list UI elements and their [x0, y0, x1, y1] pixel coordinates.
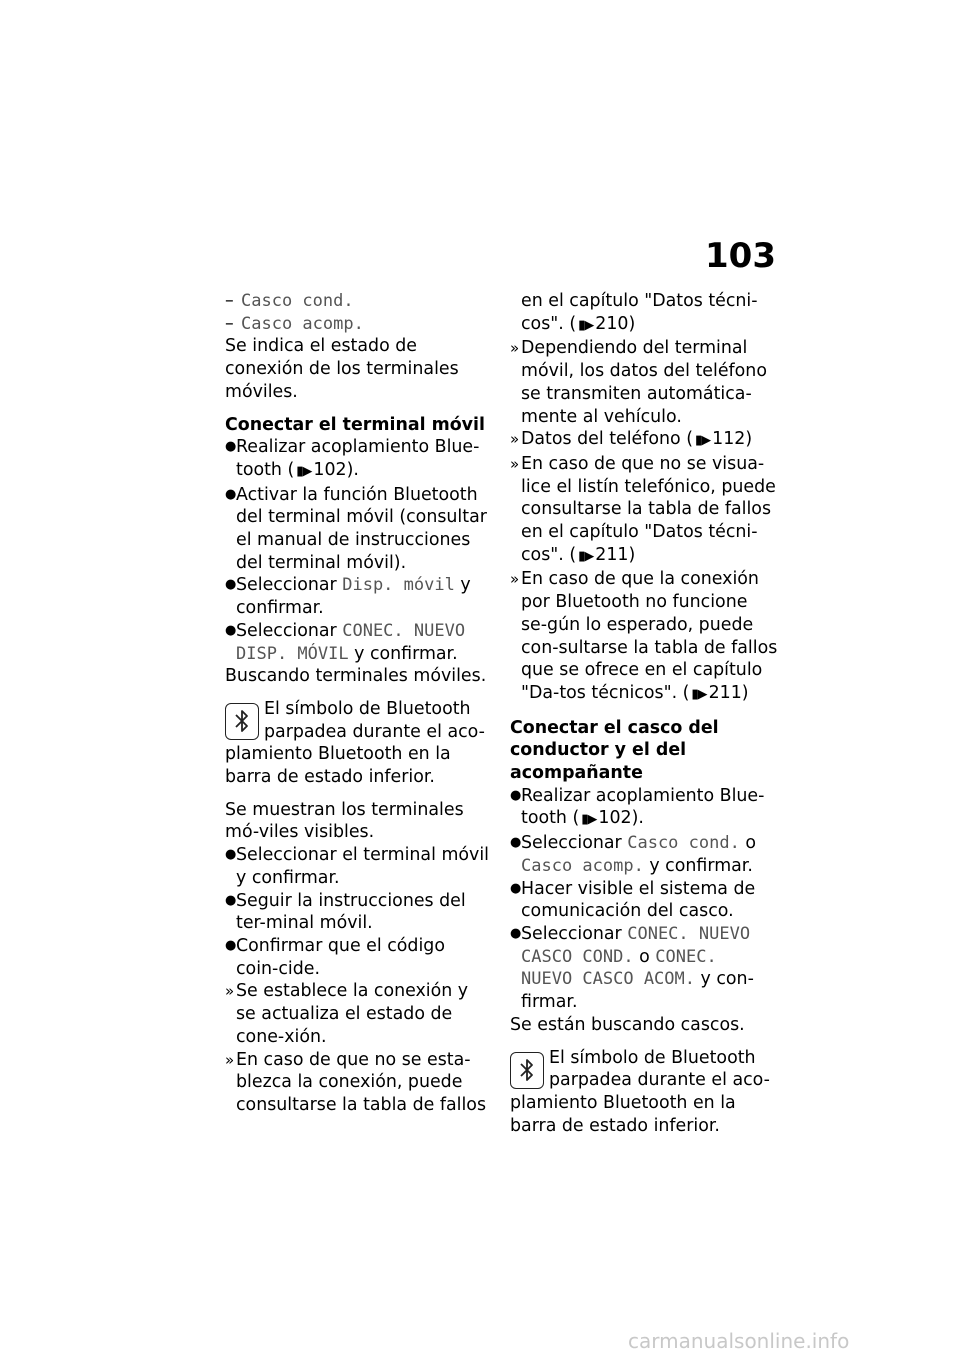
- item-text: Hacer visible el sistema de comunicación del casco.: [521, 878, 756, 922]
- page-reference-arrow-icon: ▮▶: [581, 812, 597, 828]
- item-text: y confirmar.: [348, 643, 458, 664]
- item-text: Seguir la instrucciones del ter-minal móvil.: [236, 890, 466, 934]
- bullet-marker: ●: [225, 847, 237, 863]
- item-text: Dependiendo del terminal móvil, los datos del teléfono se transmiten automática-mente al vehículo.: [521, 338, 767, 427]
- page-reference[interactable]: 211: [708, 682, 742, 703]
- item-text: Realizar acoplamiento Blue-tooth (: [521, 785, 765, 829]
- bullet-marker: ●: [225, 439, 237, 455]
- page-reference-arrow-icon: ▮▶: [578, 548, 594, 564]
- list-item: [510, 785, 778, 832]
- page-reference[interactable]: 210: [595, 313, 629, 334]
- result-marker: »: [510, 454, 520, 473]
- list-item: [510, 923, 778, 1014]
- result-item: [510, 428, 778, 453]
- page-reference[interactable]: 102: [598, 808, 632, 829]
- item-text: y con-firmar.: [521, 969, 754, 1013]
- item-text: Realizar acoplamiento Blue-tooth (: [236, 437, 480, 480]
- item-text: Confirmar que el código coin-cide.: [236, 935, 445, 979]
- menu-option-code: CONEC. NUEVO DISP. MÓVIL: [236, 620, 466, 664]
- left-column: [225, 290, 491, 1117]
- list-item: [225, 313, 491, 336]
- section-heading: Conectar el casco del conductor y el del acompañante: [510, 717, 719, 784]
- result-item-continued: [510, 290, 778, 337]
- item-text: y confirmar.: [236, 575, 471, 619]
- paragraph: Se muestran los terminales mó-viles visibles.: [225, 799, 464, 843]
- page-reference[interactable]: 102: [313, 459, 347, 480]
- menu-option-code: Casco acomp.: [521, 855, 644, 876]
- list-item: [510, 878, 778, 923]
- page-reference-arrow-icon: ▮▶: [694, 433, 711, 449]
- bullet-marker: ●: [510, 925, 522, 941]
- result-item: [225, 980, 491, 1048]
- bullet-marker: ●: [510, 880, 522, 896]
- bullet-marker: ●: [225, 577, 237, 593]
- bullet-marker: ●: [225, 622, 237, 638]
- item-text: Seleccionar el terminal móvil y confirmar.: [236, 845, 489, 888]
- list-item: [225, 290, 491, 313]
- right-column: [510, 290, 778, 1137]
- menu-option-code: Casco acomp.: [241, 313, 364, 334]
- list-item: [225, 844, 491, 889]
- item-text: ).: [631, 808, 644, 829]
- result-item: [225, 1049, 491, 1117]
- bullet-marker: ●: [225, 892, 237, 908]
- list-item: [510, 832, 778, 877]
- item-text: Seleccionar: [521, 833, 628, 854]
- menu-option-code: Disp. móvil: [342, 575, 455, 596]
- item-text: ): [628, 544, 636, 565]
- watermark: carmanualsonline.info: [628, 1329, 850, 1353]
- note-text: El símbolo de Bluetooth parpadea durante el aco-plamiento Bluetooth en la barra de estado inferior.: [225, 698, 485, 788]
- bluetooth-icon: [510, 1052, 544, 1089]
- result-marker: »: [510, 339, 520, 358]
- item-text: ): [745, 429, 753, 450]
- result-marker: »: [510, 570, 520, 589]
- result-item: [510, 337, 778, 428]
- spacer: [510, 290, 521, 337]
- bullet-marker: ●: [225, 486, 237, 502]
- menu-option-code: CONEC. NUEVO CASCO COND.: [521, 923, 751, 967]
- item-text: En caso de que no se esta-blezca la conexión, puede consultarse la tabla de fallos: [236, 1049, 487, 1115]
- menu-option-code: Casco cond.: [241, 291, 354, 311]
- section-heading: Conectar el terminal móvil: [225, 414, 485, 435]
- item-text: en el capítulo "Datos técni-cos". (: [521, 291, 758, 334]
- bullet-marker: ●: [510, 835, 522, 851]
- note-text: El símbolo de Bluetooth parpadea durante el aco-plamiento Bluetooth en la barra de estado inferior.: [510, 1047, 770, 1136]
- item-text: Seleccionar: [236, 575, 343, 596]
- result-marker: »: [510, 430, 520, 449]
- list-item: [225, 574, 491, 619]
- list-item: [225, 436, 491, 483]
- list-item: [225, 890, 491, 935]
- note-block: [510, 1047, 778, 1138]
- menu-option-code: CONEC. NUEVO CASCO ACOM.: [521, 946, 717, 990]
- dash-marker: –: [225, 313, 234, 334]
- page-reference-arrow-icon: ▮▶: [691, 686, 707, 702]
- item-text: ): [741, 682, 749, 703]
- paragraph: Se están buscando cascos.: [510, 1014, 745, 1035]
- page-reference-arrow-icon: ▮▶: [578, 317, 594, 333]
- item-text: o: [739, 833, 756, 854]
- item-text: ).: [346, 459, 359, 480]
- bluetooth-icon: [225, 703, 259, 740]
- paragraph: Se indica el estado de conexión de los terminales móviles.: [225, 336, 459, 402]
- result-marker: »: [225, 1050, 235, 1069]
- bullet-marker: ●: [510, 787, 522, 803]
- list-item: [225, 484, 491, 575]
- item-text: Activar la función Bluetooth del terminal móvil (consultar el manual de instrucciones del terminal móvil).: [236, 484, 487, 573]
- bullet-marker: ●: [225, 937, 237, 953]
- item-text: En caso de que la conexión por Bluetooth no funcione se-gún lo esperado, puede con-sultarse la tabla de fallos que se ofrece en el capítulo "Da-tos técnicos". (: [521, 569, 778, 703]
- item-text: ): [628, 313, 636, 334]
- page-number: 103: [705, 236, 776, 276]
- item-text: Seleccionar: [521, 923, 628, 944]
- menu-option-code: Casco cond.: [627, 833, 740, 854]
- list-item: [225, 620, 491, 665]
- item-text: Seleccionar: [236, 620, 343, 641]
- list-item: [225, 935, 491, 980]
- note-block: [225, 698, 491, 789]
- result-marker: »: [225, 982, 235, 1001]
- item-text: Datos del teléfono (: [521, 429, 693, 450]
- paragraph: Buscando terminales móviles.: [225, 666, 487, 687]
- result-item: [510, 453, 778, 569]
- dash-marker: –: [225, 291, 234, 311]
- item-text: En caso de que no se visua-lice el listín telefónico, puede consultarse la tabla de fallos en el capítulo "Datos técni-cos". (: [521, 453, 776, 565]
- item-text: Se establece la conexión y se actualiza el estado de cone-xión.: [236, 981, 469, 1047]
- page-reference-arrow-icon: ▮▶: [296, 463, 312, 479]
- item-text: o: [633, 946, 656, 967]
- item-text: y confirmar.: [643, 855, 753, 876]
- page-reference[interactable]: 112: [712, 429, 746, 450]
- result-item: [510, 568, 778, 706]
- page-reference[interactable]: 211: [595, 544, 629, 565]
